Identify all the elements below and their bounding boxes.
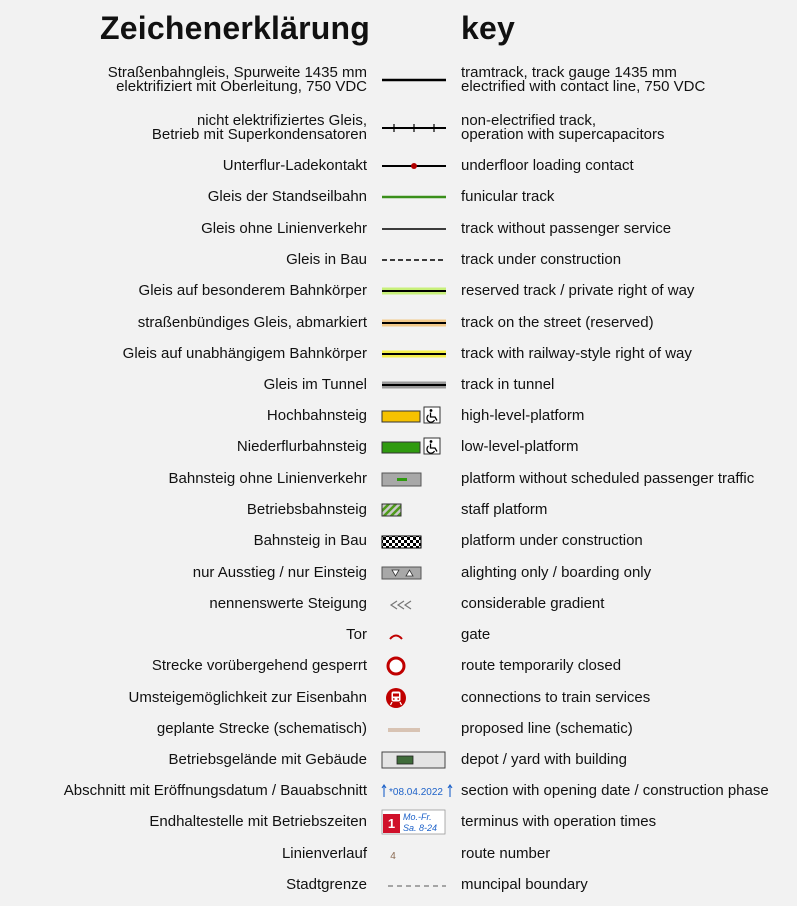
low-platform-icon [380, 434, 448, 460]
label-en: track without passenger service [461, 220, 672, 237]
label-en: proposed line (schematic) [461, 720, 633, 737]
non-electrified-track-line [380, 115, 448, 141]
route-number-icon [380, 841, 448, 867]
label-en: route temporarily closed [461, 657, 622, 674]
label-de: Betriebsgelände mit Gebäude [168, 751, 367, 768]
arrow-up-icon [382, 785, 386, 797]
wheelchair-icon [424, 438, 440, 454]
label-de: Gleis der Standseilbahn [207, 188, 367, 205]
label-de: Umsteigemöglichkeit zur Eisenbahn [128, 689, 367, 706]
label-de: Gleis auf unabhängigem Bahnkörper [122, 345, 367, 362]
label-de: Straßenbahngleis, Spurweite 1435 mm elektrifiziert mit Oberleitung, 750 VDC [107, 64, 367, 95]
legend-row-street [0, 309, 797, 337]
legend-row-railway-style [0, 340, 797, 368]
label-de: Bahnsteig in Bau [253, 532, 367, 549]
reserved-track-line [380, 278, 448, 304]
label-en: track on the street (reserved) [461, 314, 654, 331]
proposed-line-icon [380, 716, 448, 742]
legend-row-no-service [0, 215, 797, 243]
legend-row-construction [0, 246, 797, 274]
legend-title-german: Zeichenerklärung [100, 10, 370, 46]
label-de: nur Ausstieg / nur Einsteig [192, 564, 367, 581]
legend-row-train-connection [0, 684, 797, 712]
legend-row-alight-board [0, 559, 797, 587]
label-en: tramtrack, track gauge 1435 mm electrified with contact line, 750 VDC [461, 64, 706, 95]
label-de: Hochbahnsteig [266, 407, 367, 424]
label-de: Linienverlauf [281, 845, 367, 862]
closed-route-icon [380, 653, 448, 679]
legend-row-route-number [0, 840, 797, 868]
legend-row-low-platform [0, 433, 797, 461]
label-en: section with opening date / construction phase [461, 782, 769, 799]
depot-icon [380, 747, 448, 773]
label-de: Betriebsbahnsteig [246, 501, 367, 518]
label-de: geplante Strecke (schematisch) [156, 720, 367, 737]
legend-row-platform-construction [0, 527, 797, 555]
funicular-line [380, 184, 448, 210]
terminus-icon [380, 807, 448, 837]
label-en: track under construction [461, 251, 622, 268]
legend-row-high-platform [0, 402, 797, 430]
legend-title-english: key [461, 10, 515, 46]
label-en: route number [461, 845, 551, 862]
street-reserved-line [380, 310, 448, 336]
alight-board-icon [380, 560, 448, 586]
legend-row-depot [0, 746, 797, 774]
terminus-line-number: 1 [387, 816, 396, 831]
legend-row-staff-platform [0, 496, 797, 524]
legend-row-unscheduled-platform [0, 465, 797, 493]
unscheduled-platform-icon [380, 466, 448, 492]
label-de: Niederflurbahnsteig [236, 438, 367, 455]
no-service-line [380, 216, 448, 242]
label-en: platform without scheduled passenger traffic [461, 470, 755, 487]
opening-date-label: *08.04.2022 [389, 787, 443, 798]
label-de: Abschnitt mit Eröffnungsdatum / Bauabschnitt [63, 782, 367, 799]
label-en: low-level-platform [461, 438, 579, 455]
label-de: Gleis auf besonderem Bahnkörper [138, 282, 367, 299]
label-en: platform under construction [461, 532, 643, 549]
label-en: staff platform [461, 501, 548, 518]
label-de: nicht elektrifiziertes Gleis, Betrieb mit Superkondensatoren [151, 112, 367, 143]
label-en: track in tunnel [461, 376, 555, 393]
label-en: depot / yard with building [461, 751, 627, 768]
tramtrack-line [380, 67, 448, 93]
staff-platform-icon [380, 497, 448, 523]
legend-row-gate [0, 621, 797, 649]
arrow-up-icon [448, 785, 452, 797]
legend-row-opening-date [0, 777, 797, 805]
label-en: underfloor loading contact [461, 157, 634, 174]
label-en: gate [461, 626, 491, 643]
label-de: Gleis in Bau [286, 251, 367, 268]
train-connection-icon [380, 685, 448, 711]
boundary-line [380, 872, 448, 898]
label-de: Unterflur-Ladekontakt [222, 157, 367, 174]
label-en: funicular track [461, 188, 555, 205]
legend-row-tramtrack [0, 66, 797, 94]
legend-row-non-electrified [0, 114, 797, 142]
label-en: high-level-platform [461, 407, 585, 424]
label-en: reserved track / private right of way [461, 282, 695, 299]
railway-style-line [380, 341, 448, 367]
high-platform-icon [380, 403, 448, 429]
label-de: Strecke vorübergehend gesperrt [151, 657, 367, 674]
label-de: nennenswerte Steigung [209, 595, 367, 612]
construction-dashed-line [380, 247, 448, 273]
route-number-label: 4 [390, 851, 396, 862]
legend-row-underfloor [0, 152, 797, 180]
checkered-platform-icon [380, 528, 448, 554]
legend-row-funicular [0, 183, 797, 211]
legend-row-reserved [0, 277, 797, 305]
label-en: connections to train services [461, 689, 651, 706]
label-de: Tor [346, 626, 367, 643]
label-de: Endhaltestelle mit Betriebszeiten [149, 813, 367, 830]
label-en: considerable gradient [461, 595, 605, 612]
label-en: track with railway-style right of way [461, 345, 692, 362]
underfloor-contact-line [380, 153, 448, 179]
legend-row-closed [0, 652, 797, 680]
terminus-days-saturday: Sa. 8-24 [403, 823, 438, 833]
terminus-days-weekday: Mo.-Fr. [403, 812, 432, 822]
wheelchair-icon [424, 407, 440, 423]
label-en: muncipal boundary [461, 876, 588, 893]
label-de: Gleis im Tunnel [263, 376, 367, 393]
tunnel-line [380, 372, 448, 398]
label-en: alighting only / boarding only [461, 564, 652, 581]
gradient-chevrons-icon [380, 591, 448, 617]
label-de: Bahnsteig ohne Linienverkehr [168, 470, 367, 487]
label-de: Stadtgrenze [286, 876, 367, 893]
label-en: terminus with operation times [461, 813, 657, 830]
legend-row-proposed [0, 715, 797, 743]
gate-icon [380, 622, 448, 648]
label-en: non-electrified track, operation with supercapacitors [461, 112, 665, 143]
legend-row-boundary [0, 871, 797, 899]
label-de: straßenbündiges Gleis, abmarkiert [137, 314, 367, 331]
legend-row-gradient [0, 590, 797, 618]
label-de: Gleis ohne Linienverkehr [201, 220, 367, 237]
legend-row-tunnel [0, 371, 797, 399]
opening-date-icon [380, 778, 456, 804]
legend-row-terminus [0, 808, 797, 836]
